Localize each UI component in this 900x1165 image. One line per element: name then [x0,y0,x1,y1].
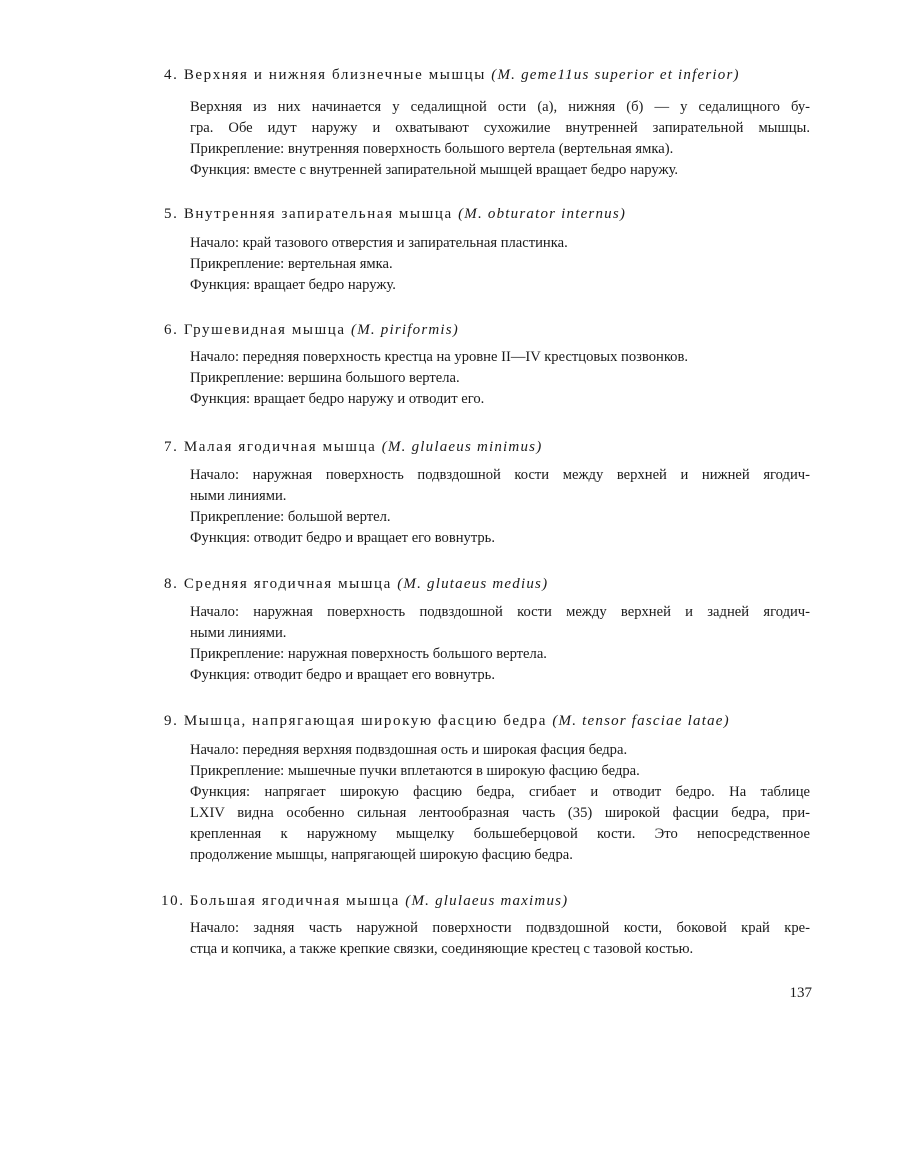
section-body [190,233,810,296]
section-latin-name: (M. piriformis) [351,322,459,338]
body-line: Прикрепление: вертельная ямка. [190,256,393,272]
section-body [190,465,810,549]
body-line: гра. Обе идут наружу и охватывают сухожилие внутренней запирательной мышцы. [190,120,810,136]
section-body [190,918,810,960]
section-heading [164,437,542,457]
section-latin-name: (M. glulaeus maximus) [405,893,569,909]
section-heading [164,204,626,224]
body-line: Начало: край тазового отверстия и запирательная пластинка. [190,235,568,251]
section-latin-name: (M. glulaeus minimus) [381,439,543,455]
section-latin-name: (M. obturator internus) [458,206,627,222]
body-line: Прикрепление: большой вертел. [190,509,391,525]
section-body [190,97,810,181]
body-line: крепленная к наружному мыщелку большеберцовой кости. Это непосредственное [190,826,810,842]
section-latin-name: (M. tensor fasciae latae) [552,713,730,729]
section-title: Большая ягодичная мышца [189,893,400,909]
body-line: Функция: вращает бедро наружу и отводит его. [190,391,485,407]
body-line: Верхняя из них начинается у седалищной ости (а), нижняя (б) — у седалищного бу- [190,99,810,115]
section-heading [164,711,730,731]
body-line: Прикрепление: мышечные пучки вплетаются в широкую фасцию бедра. [190,763,640,779]
body-line: Начало: наружная поверхность подвздошной кости между верхней и задней ягодич- [190,604,810,620]
body-line: LXIV видна особенно сильная лентообразная часть (35) широкой фасции бедра, при- [190,805,810,821]
section-heading [164,320,459,340]
section-number: 7. [164,439,179,455]
section-heading [164,65,740,85]
section-number: 4. [164,67,179,83]
section-number: 5. [164,206,179,222]
body-line: Функция: вместе с внутренней запирательной мышцей вращает бедро наружу. [190,162,679,178]
body-line: стца и копчика, а также крепкие связки, соединяющие крестец с тазовой костью. [190,941,694,957]
body-line: Прикрепление: внутренняя поверхность большого вертела (вертельная ямка). [190,141,674,157]
section-title: Мышца, напрягающая широкую фасцию бедра [183,713,547,729]
section-heading [164,574,548,594]
section-heading [161,891,568,911]
body-line: Начало: наружная поверхность подвздошной кости между верхней и нижней ягодич- [190,467,810,483]
section-title: Грушевидная мышца [183,322,346,338]
body-line: Функция: отводит бедро и вращает его вовнутрь. [190,530,495,546]
body-line: Функция: отводит бедро и вращает его вовнутрь. [190,667,495,683]
section-title: Внутренняя запирательная мышца [183,206,453,222]
body-line: ными линиями. [190,625,287,641]
section-body [190,347,810,410]
section-number: 10. [161,893,185,909]
body-line: Прикрепление: наружная поверхность большого вертела. [190,646,547,662]
section-body [190,602,810,686]
section-latin-name: (M. glutaeus medius) [397,576,549,592]
body-line: Функция: напрягает широкую фасцию бедра, сгибает и отводит бедро. На таблице [190,784,810,800]
section-body [190,740,810,866]
body-line: Начало: передняя поверхность крестца на уровне II—IV крестцовых позвонков. [190,349,689,365]
body-line: Функция: вращает бедро наружу. [190,277,396,293]
section-title: Верхняя и нижняя близнечные мышцы [183,67,486,83]
section-title: Средняя ягодичная мышца [183,576,392,592]
section-number: 9. [164,713,179,729]
section-number: 8. [164,576,179,592]
body-line: Начало: передняя верхняя подвздошная ость и широкая фасция бедра. [190,742,628,758]
page-number: 137 [789,985,812,1001]
section-latin-name: (M. geme11us superior et inferior) [491,67,740,83]
section-number: 6. [164,322,179,338]
body-line: Начало: задняя часть наружной поверхности подвздошной кости, боковой край кре- [190,920,810,936]
section-title: Малая ягодичная мышца [183,439,377,455]
body-line: ными линиями. [190,488,287,504]
body-line: продолжение мышцы, напрягающей широкую фасцию бедра. [190,847,573,863]
body-line: Прикрепление: вершина большого вертела. [190,370,460,386]
